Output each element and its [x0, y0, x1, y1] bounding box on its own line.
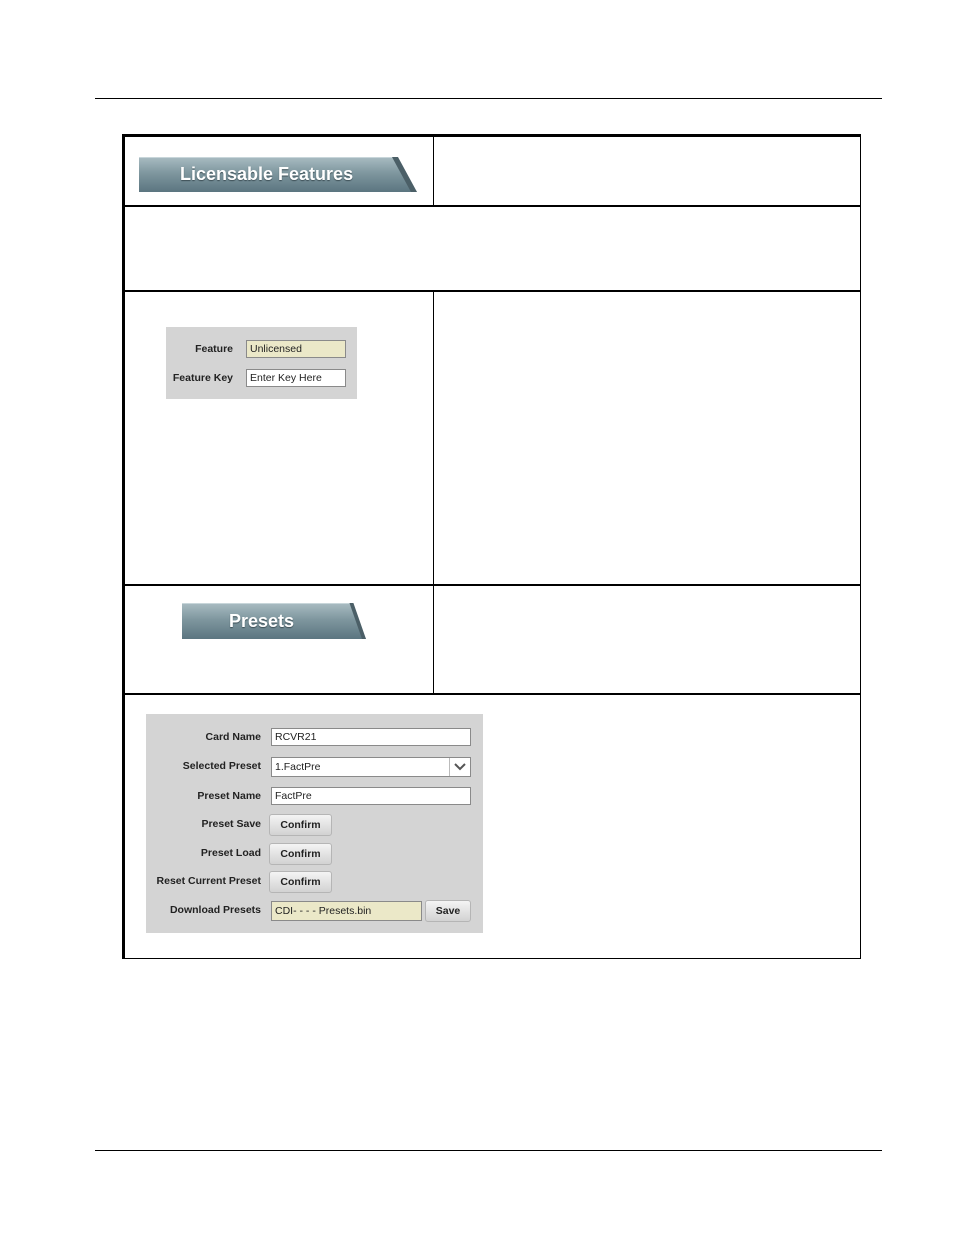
download-presets-save-button[interactable]: Save — [425, 900, 471, 922]
card-name-label: Card Name — [205, 731, 261, 743]
download-presets-label: Download Presets — [169, 904, 261, 916]
licensable-features-panel — [166, 327, 357, 399]
selected-preset-select[interactable] — [271, 757, 471, 777]
selected-preset-value: 1.FactPre — [275, 761, 321, 773]
column-divider — [433, 584, 434, 693]
preset-load-confirm-button[interactable]: Confirm — [269, 843, 332, 865]
feature-status-field: Unlicensed — [246, 340, 346, 358]
preset-load-label: Preset Load — [200, 847, 261, 859]
selected-preset-label: Selected Preset — [182, 760, 261, 772]
licensable-features-title: Licensable Features — [180, 164, 354, 184]
table-divider — [125, 693, 860, 695]
column-divider — [433, 290, 434, 584]
preset-save-label: Preset Save — [201, 818, 261, 830]
feature-key-label: Feature Key — [172, 372, 233, 384]
download-presets-filename: CDI- - - - Presets.bin — [271, 901, 422, 921]
licensable-features-tab[interactable] — [139, 157, 417, 192]
table-divider — [125, 205, 860, 207]
presets-title: Presets — [229, 610, 295, 631]
preset-save-confirm-button[interactable]: Confirm — [269, 814, 332, 836]
footer-rule — [95, 1150, 882, 1151]
presets-tab[interactable] — [182, 603, 366, 639]
reset-preset-confirm-button[interactable]: Confirm — [269, 871, 332, 893]
column-divider — [433, 137, 434, 205]
presets-panel — [146, 714, 483, 933]
preset-name-label: Preset Name — [197, 790, 261, 802]
card-name-input[interactable]: RCVR21 — [271, 728, 471, 746]
reset-current-preset-label: Reset Current Preset — [156, 875, 261, 887]
table-divider — [125, 584, 860, 586]
preset-name-input[interactable]: FactPre — [271, 787, 471, 805]
settings-table — [122, 134, 861, 959]
feature-key-input[interactable]: Enter Key Here — [246, 369, 346, 387]
table-divider — [125, 290, 860, 292]
feature-label: Feature — [195, 343, 233, 355]
chevron-down-icon[interactable] — [449, 758, 470, 776]
header-rule — [95, 98, 882, 99]
